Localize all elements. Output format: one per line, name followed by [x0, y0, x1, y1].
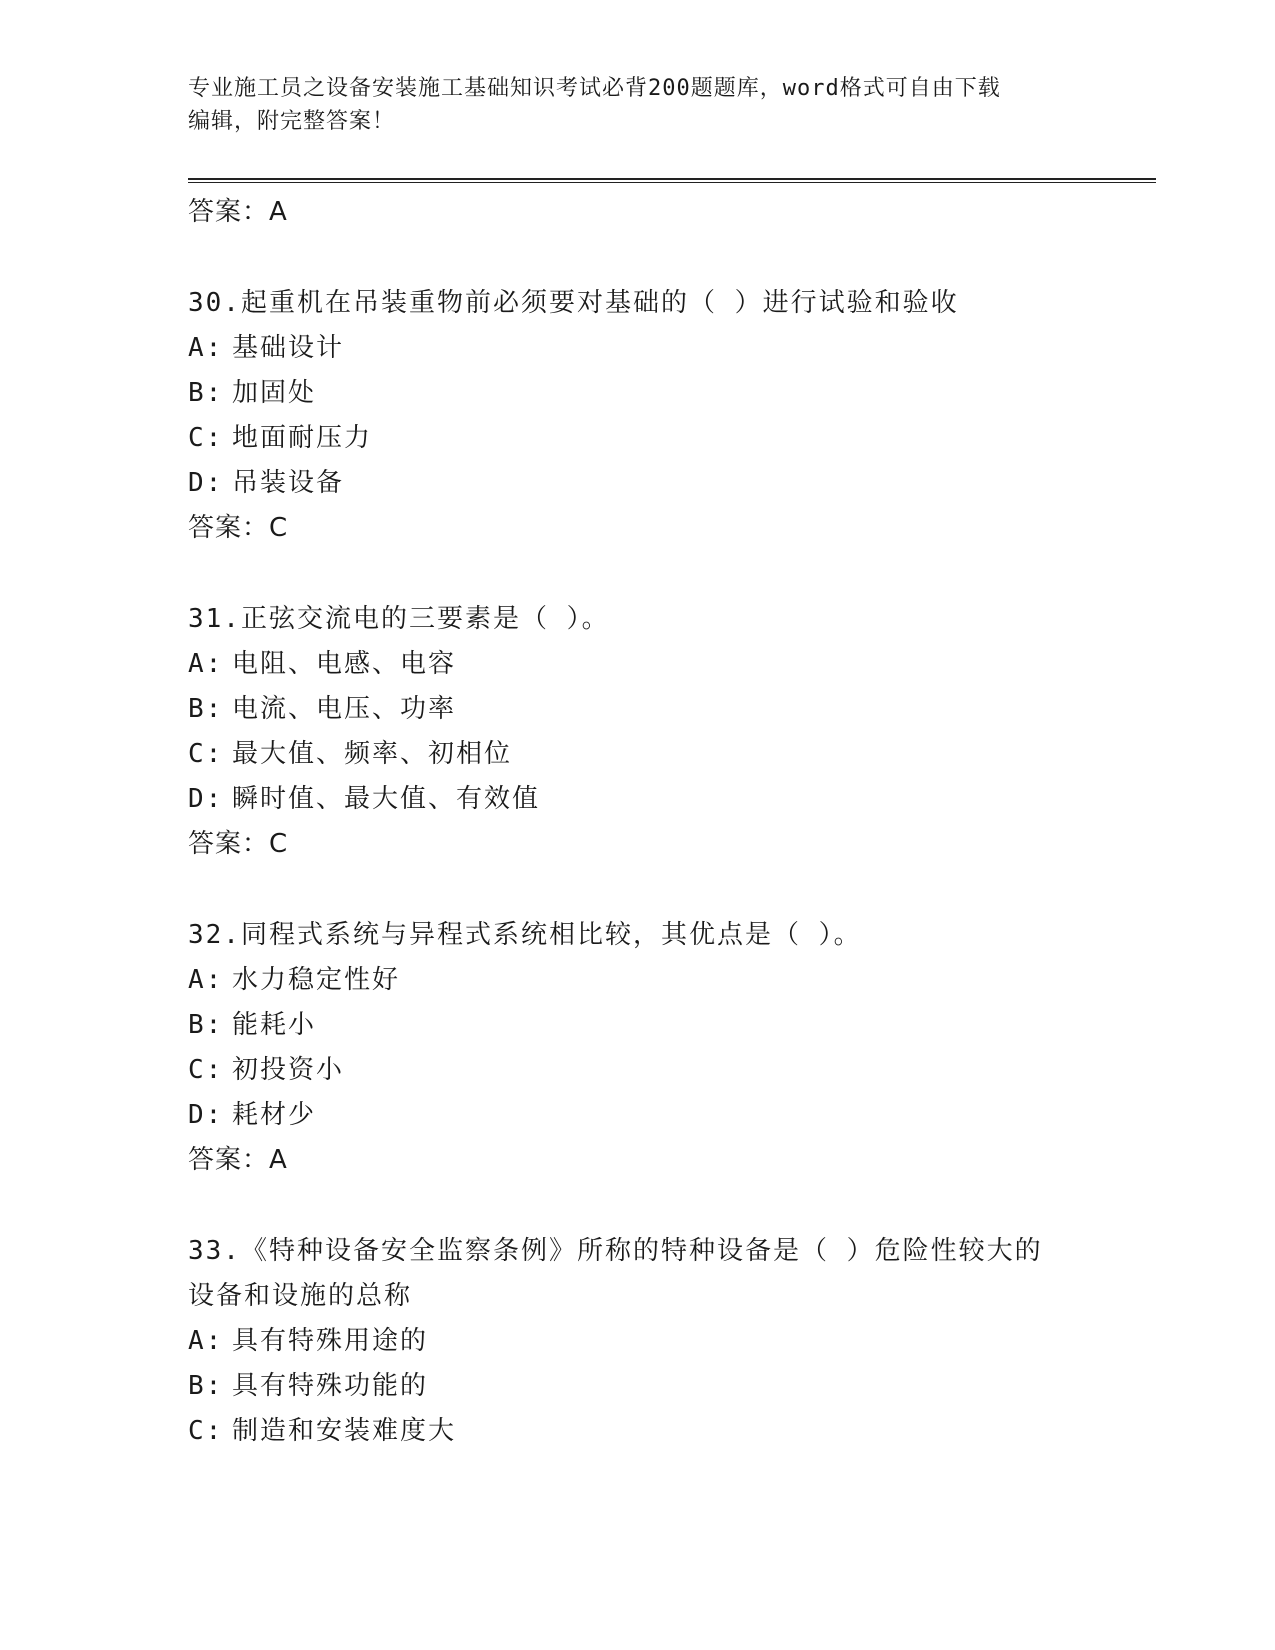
- option-d: [188, 1093, 1088, 1138]
- option-b: [188, 1364, 1088, 1409]
- option-text: 最大值、频率、初相位: [232, 739, 513, 769]
- answer-label: 答案：C: [188, 513, 289, 543]
- question-stem: [188, 1229, 1088, 1319]
- header-title-line-2: 编辑，附完整答案！: [188, 109, 396, 134]
- option-text: 水力稳定性好: [232, 965, 401, 995]
- question-stem-line-1: 33.《特种设备安全监察条例》所称的特种设备是（ ）危险性较大的: [188, 1236, 1043, 1266]
- option-d: [188, 461, 1088, 506]
- option-text: 初投资小: [232, 1055, 345, 1085]
- option-d: [188, 777, 1088, 822]
- option-text: 电阻、电感、电容: [232, 649, 457, 679]
- option-a: [188, 958, 1088, 1003]
- option-text: 耗材少: [232, 1100, 317, 1130]
- document-header: [188, 72, 1068, 138]
- option-key: B:: [188, 1010, 224, 1040]
- option-c: [188, 416, 1088, 461]
- option-text: 瞬时值、最大值、有效值: [232, 784, 541, 814]
- question-item: [188, 1229, 1088, 1454]
- option-text: 地面耐压力: [232, 423, 373, 453]
- option-key: C:: [188, 423, 224, 453]
- question-stem: 32.同程式系统与异程式系统相比较，其优点是（ ）。: [188, 920, 862, 950]
- option-text: 加固处: [232, 378, 317, 408]
- option-key: A:: [188, 333, 224, 363]
- option-key: D:: [188, 784, 224, 814]
- option-a: [188, 1319, 1088, 1364]
- divider-thin-line: [188, 182, 1156, 183]
- question-list: [188, 190, 1088, 1454]
- question-item: [188, 597, 1088, 867]
- answer-label: 答案：A: [188, 197, 288, 227]
- option-key: C:: [188, 1416, 224, 1446]
- answer-label: 答案：C: [188, 829, 289, 859]
- option-key: C:: [188, 739, 224, 769]
- option-text: 能耗小: [232, 1010, 317, 1040]
- option-key: A:: [188, 965, 224, 995]
- option-a: [188, 642, 1088, 687]
- option-key: A:: [188, 649, 224, 679]
- divider-thick-line: [188, 178, 1156, 180]
- option-key: A:: [188, 1326, 224, 1356]
- option-text: 制造和安装难度大: [232, 1416, 457, 1446]
- option-text: 具有特殊功能的: [232, 1371, 429, 1401]
- question-item: [188, 913, 1088, 1183]
- option-text: 基础设计: [232, 333, 345, 363]
- option-c: [188, 732, 1088, 777]
- option-key: B:: [188, 694, 224, 724]
- option-text: 吊装设备: [232, 468, 345, 498]
- option-a: [188, 326, 1088, 371]
- question-stem: 31.正弦交流电的三要素是（ ）。: [188, 604, 610, 634]
- option-key: C:: [188, 1055, 224, 1085]
- option-key: B:: [188, 1371, 224, 1401]
- option-key: D:: [188, 1100, 224, 1130]
- option-b: [188, 1003, 1088, 1048]
- option-key: B:: [188, 378, 224, 408]
- option-b: [188, 371, 1088, 416]
- option-b: [188, 687, 1088, 732]
- header-title-line-1: 专业施工员之设备安装施工基础知识考试必背200题题库，word格式可自由下载: [188, 76, 1001, 101]
- option-key: D:: [188, 468, 224, 498]
- question-stem: 30.起重机在吊装重物前必须要对基础的（ ）进行试验和验收: [188, 288, 959, 318]
- option-c: [188, 1048, 1088, 1093]
- header-divider: [188, 178, 1156, 184]
- option-c: [188, 1409, 1088, 1454]
- option-text: 电流、电压、功率: [232, 694, 457, 724]
- option-text: 具有特殊用途的: [232, 1326, 429, 1356]
- question-stem-line-2: 设备和设施的总称: [188, 1281, 413, 1311]
- question-item: [188, 281, 1088, 551]
- answer-label: 答案：A: [188, 1145, 288, 1175]
